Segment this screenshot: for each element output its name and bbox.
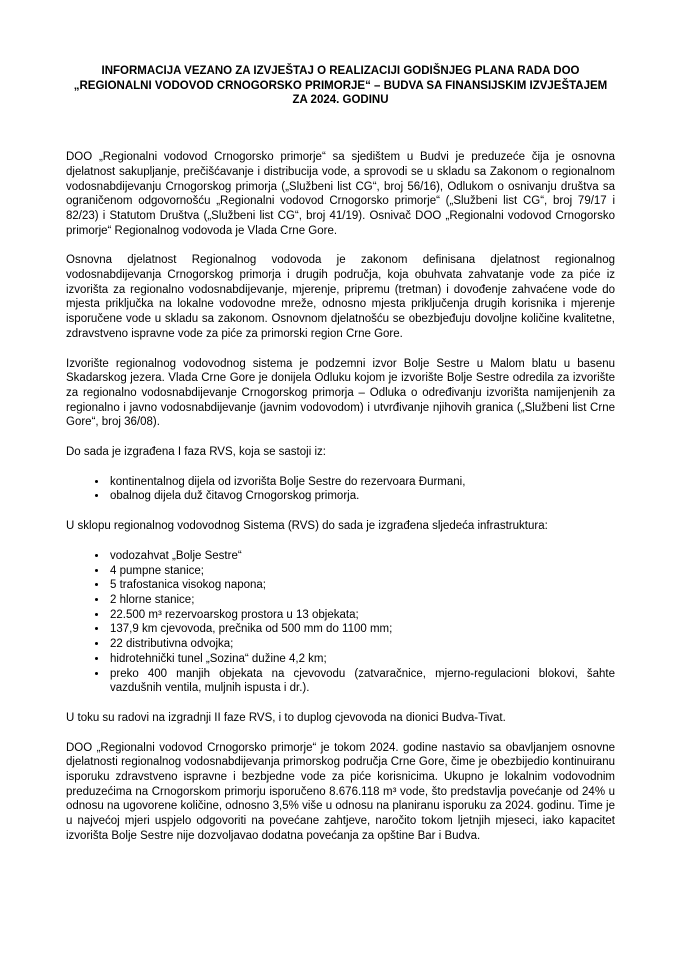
paragraph-source: Izvorište regionalnog vodovodnog sistema je podzemni izvor Bolje Sestre u Malom blatu u basenu Skadarskog jezera. Vlada Crne Gore je donijela Odluku kojom je izvorište Bolje Sestre odredila za izvorište za regionalno vodosnabdijevanje Crnogorskog primorja – Odluka o određivanju izvorišta namijenjenih za regionalno i javno vodosnabdijevanje (javnim vodovodom) i utvrđivanje njihovih granica („Službeni list Crne Gore“, broj 36/08).	[66, 357, 615, 429]
list-item: • vodozahvat „Bolje Sestre“	[108, 549, 615, 564]
list-item: • 4 pumpne stanice;	[108, 564, 615, 579]
list-item: • kontinentalnog dijela od izvorišta Bolje Sestre do rezervoara Đurmani,	[108, 475, 615, 490]
list-item: • 22.500 m³ rezervoarskog prostora u 13 objekata;	[108, 608, 615, 623]
paragraph-activity: Osnovna djelatnost Regionalnog vodovoda je zakonom definisana djelatnost regionalnog vodosnabdijevanja Crnogorskog primorja i drugih područja, koja obuhvata zahvatanje vode za piće iz izvorišta za regionalno vodosnabdijevanje, mjerenje, pripremu (tretman) i dovođenje zahvaćene vode do mjesta priključka na lokalne vodovodne mreže, odnosno mjesta priključenja drugih korisnika i mjerenje isporučene vode u skladu sa zakonom. Osnovnom djelatnošću se obezbjeđuju dovoljne količine kvalitetne, zdravstveno ispravne vode za piće za primorski region Crne Gore.	[66, 254, 615, 340]
list-item: • preko 400 manjih objekata na cjevovodu (zatvaračnice, mjerno-regulacioni blokovi, šahte vazdušnih ventila, muljnih ispusta i dr.).	[108, 667, 615, 696]
list-item: • 137,9 km cjevovoda, prečnika od 500 mm do 1100 mm;	[108, 622, 615, 637]
list-item: • 5 trafostanica visokog napona;	[108, 578, 615, 593]
paragraph-report2024: DOO „Regionalni vodovod Crnogorsko primorje“ je tokom 2024. godine nastavio sa obavljanjem osnovne djelatnosti regionalnog vodosnabdijevanja primorskog područja Crne Gore, čime je obezbijedio kontinuiranu isporuku zdravstveno ispravne i bezbjedne vode za piće korisnicima. Ukupno je lokalnim vodovodnim preduzećima na Crnogorskom primorju isporučeno 8.676.118 m³ vode, što predstavlja povećanje od 24% u odnosu na ugovorene količine, odnosno 3,5% više u odnosu na planiranu isporuku za 2024. godinu. Time je u najvećoj mjeri uspjelo odgovoriti na povećane zahtjeve, naročito tokom ljetnjih mjeseci, iako kapacitet izvorišta Bolje Sestre nije dozvoljavao dodatna povećanja za opštine Bar i Budva.	[66, 741, 615, 842]
list-item: • obalnog dijela duž čitavog Crnogorskog primorja.	[108, 489, 615, 504]
paragraph-intro: DOO „Regionalni vodovod Crnogorsko primorje“ sa sjedištem u Budvi je preduzeće čija je osnovna djelatnost sakupljanje, prečišćavanje i distribucija vode, a sprovodi se u skladu sa Zakonom o regionalnom vodosnabdijevanju Crnogorskog primorja („Službeni list CG“, broj 56/16), Odlukom o osnivanju društva sa ograničenom odgovornošću „Regionalni vodovod Crnogorsko primorje“ („Službeni list CG“, broj 79/17 i 82/23) i Statutom Društva („Službeni list CG“, broj 41/19). Osnivač DOO „Regionalni vodovod Crnogorsko primorje“ Regionalnog vodovoda je Vlada Crne Gore.	[66, 151, 615, 237]
list-item: • 2 hlorne stanice;	[108, 593, 615, 608]
phase1-list	[66, 475, 615, 504]
infrastructure-list	[66, 549, 615, 696]
paragraph-infrastructure-intro: U sklopu regionalnog vodovodnog Sistema (RVS) do sada je izgrađena sljedeća infrastruktura:	[66, 520, 548, 533]
document-title: INFORMACIJA VEZANO ZA IZVJEŠTAJ O REALIZACIJI GODIŠNJEG PLANA RADA DOO „REGIONALNI VODOVOD CRNOGORSKO PRIMORJE“ – BUDVA SA FINANSIJSKIM IZVJEŠTAJEM ZA 2024. GODINU	[73, 65, 608, 107]
list-item: • 22 distributivna odvojka;	[108, 637, 615, 652]
paragraph-phase2: U toku su radovi na izgradnji II faze RVS, i to duplog cjevovoda na dionici Budva-Tivat.	[66, 711, 506, 724]
list-item: • hidrotehnički tunel „Sozina“ dužine 4,2 km;	[108, 652, 615, 667]
paragraph-phase1-intro: Do sada je izgrađena I faza RVS, koja se sastoji iz:	[66, 446, 326, 459]
